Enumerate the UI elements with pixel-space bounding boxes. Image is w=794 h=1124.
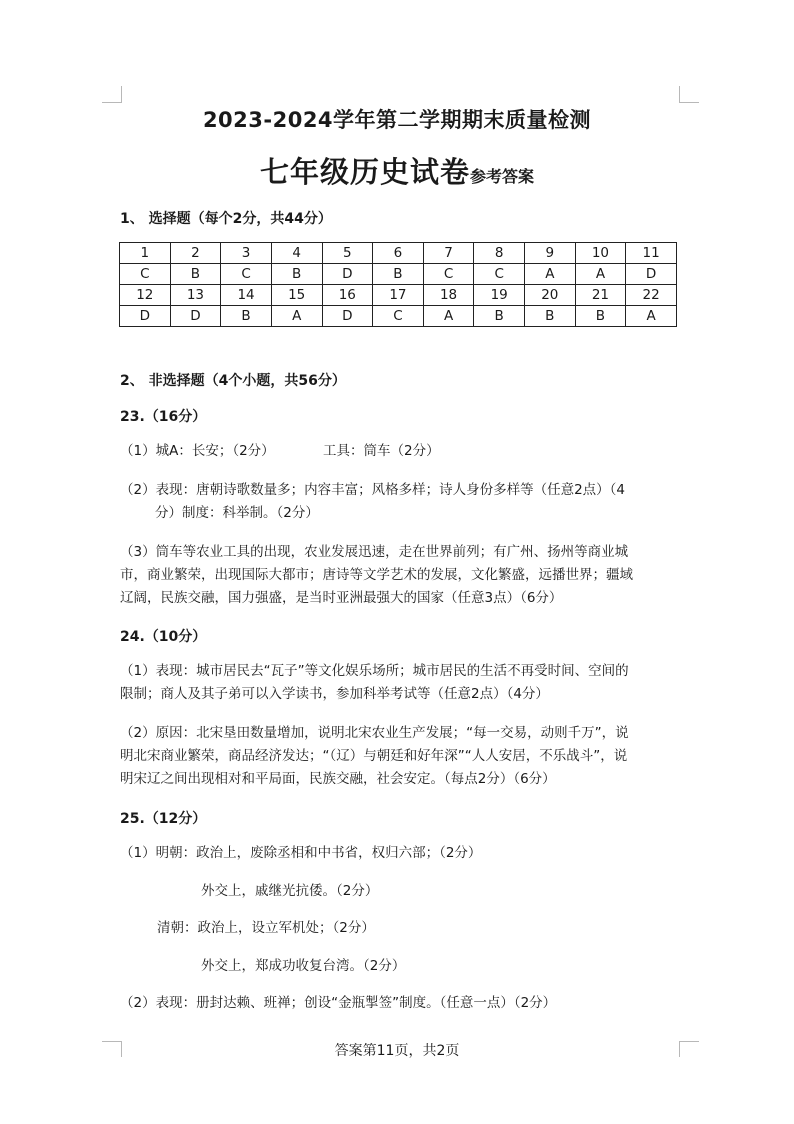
q24-part1-line2: 限制；商人及其子弟可以入学读书，参加科举考试等（任意2点）（4分）: [120, 686, 549, 702]
q23-part3-line3: 辽阔，民族交融，国力强盛，是当时亚洲最强大的国家（任意3点）（6分）: [120, 590, 563, 606]
q24-part2-line2: 明北宋商业繁荣，商品经济发达；“（辽）与朝廷和好年深”“人人安居，不乐战斗”，说: [120, 748, 628, 764]
answer-table-cell: B: [373, 264, 424, 285]
answer-table-cell: 13: [170, 285, 221, 306]
exam-title: 2023-2024学年第二学期期末质量检测: [202, 108, 592, 132]
answer-table-cell: D: [170, 306, 221, 327]
crop-mark-top-left-v: [121, 86, 122, 102]
answer-table-cell: B: [525, 306, 576, 327]
answer-table-cell: B: [575, 306, 626, 327]
answer-table-cell: 10: [575, 243, 626, 264]
answer-table-cell: A: [525, 264, 576, 285]
answer-table-cell: 11: [626, 243, 677, 264]
section2-heading: 2、 非选择题（4个小题，共56分）: [120, 373, 346, 389]
q23-part1: （1）城A：长安；（2分）: [120, 443, 275, 459]
answer-table-row: [120, 306, 677, 327]
section1-heading: 1、 选择题（每个2分，共44分）: [120, 211, 332, 227]
q24-part2-line3: 明宋辽之间出现相对和平局面，民族交融，社会安定。（每点2分）（6分）: [120, 771, 556, 787]
q23-part1-tool: 工具：筒车（2分）: [323, 443, 440, 459]
crop-mark-top-right-h: [679, 102, 699, 103]
answer-table-cell: 5: [322, 243, 373, 264]
answer-table-cell: 6: [373, 243, 424, 264]
answer-table-cell: A: [271, 306, 322, 327]
answer-table-cell: 20: [525, 285, 576, 306]
q24-heading: 24.（10分）: [120, 629, 207, 645]
q23-part2-line2: 分）制度：科举制。（2分）: [155, 505, 319, 521]
answer-table-cell: C: [474, 264, 525, 285]
answer-table-cell: 14: [221, 285, 272, 306]
answer-table-cell: B: [474, 306, 525, 327]
answer-table-cell: 15: [271, 285, 322, 306]
answer-table-cell: B: [271, 264, 322, 285]
q25-heading: 25.（12分）: [120, 811, 207, 827]
answer-table-cell: A: [626, 306, 677, 327]
answer-table-cell: B: [221, 306, 272, 327]
answer-table-cell: 16: [322, 285, 373, 306]
q23-part3-line1: （3）筒车等农业工具的出现，农业发展迅速，走在世界前列；有广州、扬州等商业城: [120, 544, 629, 560]
answer-table-cell: C: [423, 264, 474, 285]
answer-table-cell: 19: [474, 285, 525, 306]
answer-table-cell: C: [120, 264, 171, 285]
answer-table-cell: C: [373, 306, 424, 327]
answer-table-cell: D: [322, 306, 373, 327]
answer-table-cell: 4: [271, 243, 322, 264]
q23-part2-line1: （2）表现：唐朝诗歌数量多；内容丰富；风格多样；诗人身份多样等（任意2点）（4: [120, 482, 626, 498]
answer-table-cell: 2: [170, 243, 221, 264]
answer-table-cell: D: [626, 264, 677, 285]
answer-table-cell: 3: [221, 243, 272, 264]
q23-heading: 23.（16分）: [120, 409, 207, 425]
crop-mark-top-right-v: [679, 86, 680, 102]
answer-table-row: [120, 285, 677, 306]
answer-table-cell: B: [170, 264, 221, 285]
q24-part1-line1: （1）表现：城市居民去“瓦子”等文化娱乐场所；城市居民的生活不再受时间、空间的: [120, 663, 629, 679]
q25-part2: （2）表现：册封达赖、班禅；创设“金瓶掣签”制度。（任意一点）（2分）: [120, 995, 557, 1011]
answer-table-cell: D: [120, 306, 171, 327]
answer-table-cell: A: [423, 306, 474, 327]
q25-part1-line4: 外交上，郑成功收复台湾。（2分）: [201, 958, 406, 974]
answer-table-row: [120, 243, 677, 264]
answer-table-cell: 1: [120, 243, 171, 264]
q25-part1-line2: 外交上，戚继光抗倭。（2分）: [201, 883, 379, 899]
subtitle-main: 七年级历史试卷: [259, 155, 470, 189]
q25-part1-line3: 清朝：政治上，设立军机处；（2分）: [157, 920, 375, 936]
q25-part1-line1: （1）明朝：政治上，废除丞相和中书省，权归六部；（2分）: [120, 845, 482, 861]
answer-table-row: [120, 264, 677, 285]
page-footer: 答案第11页，共2页: [334, 1043, 460, 1059]
exam-subtitle: [0, 150, 794, 191]
answer-table-cell: 22: [626, 285, 677, 306]
answer-table-cell: 8: [474, 243, 525, 264]
q23-part3-line2: 市，商业繁荣，出现国际大都市；唐诗等文学艺术的发展，文化繁盛，远播世界；疆域: [120, 567, 633, 583]
q24-part2-line1: （2）原因：北宋垦田数量增加，说明北宋农业生产发展；“每一交易，动则千万”，说: [120, 725, 629, 741]
answer-table-cell: D: [322, 264, 373, 285]
answer-table-cell: A: [575, 264, 626, 285]
answer-table-cell: 9: [525, 243, 576, 264]
answer-table: [119, 242, 677, 327]
answer-table-cell: C: [221, 264, 272, 285]
answer-table-cell: 21: [575, 285, 626, 306]
answer-table-cell: 17: [373, 285, 424, 306]
subtitle-suffix: 参考答案: [470, 167, 535, 186]
crop-mark-top-left-h: [102, 102, 122, 103]
answer-table-cell: 7: [423, 243, 474, 264]
answer-table-cell: 12: [120, 285, 171, 306]
answer-table-cell: 18: [423, 285, 474, 306]
